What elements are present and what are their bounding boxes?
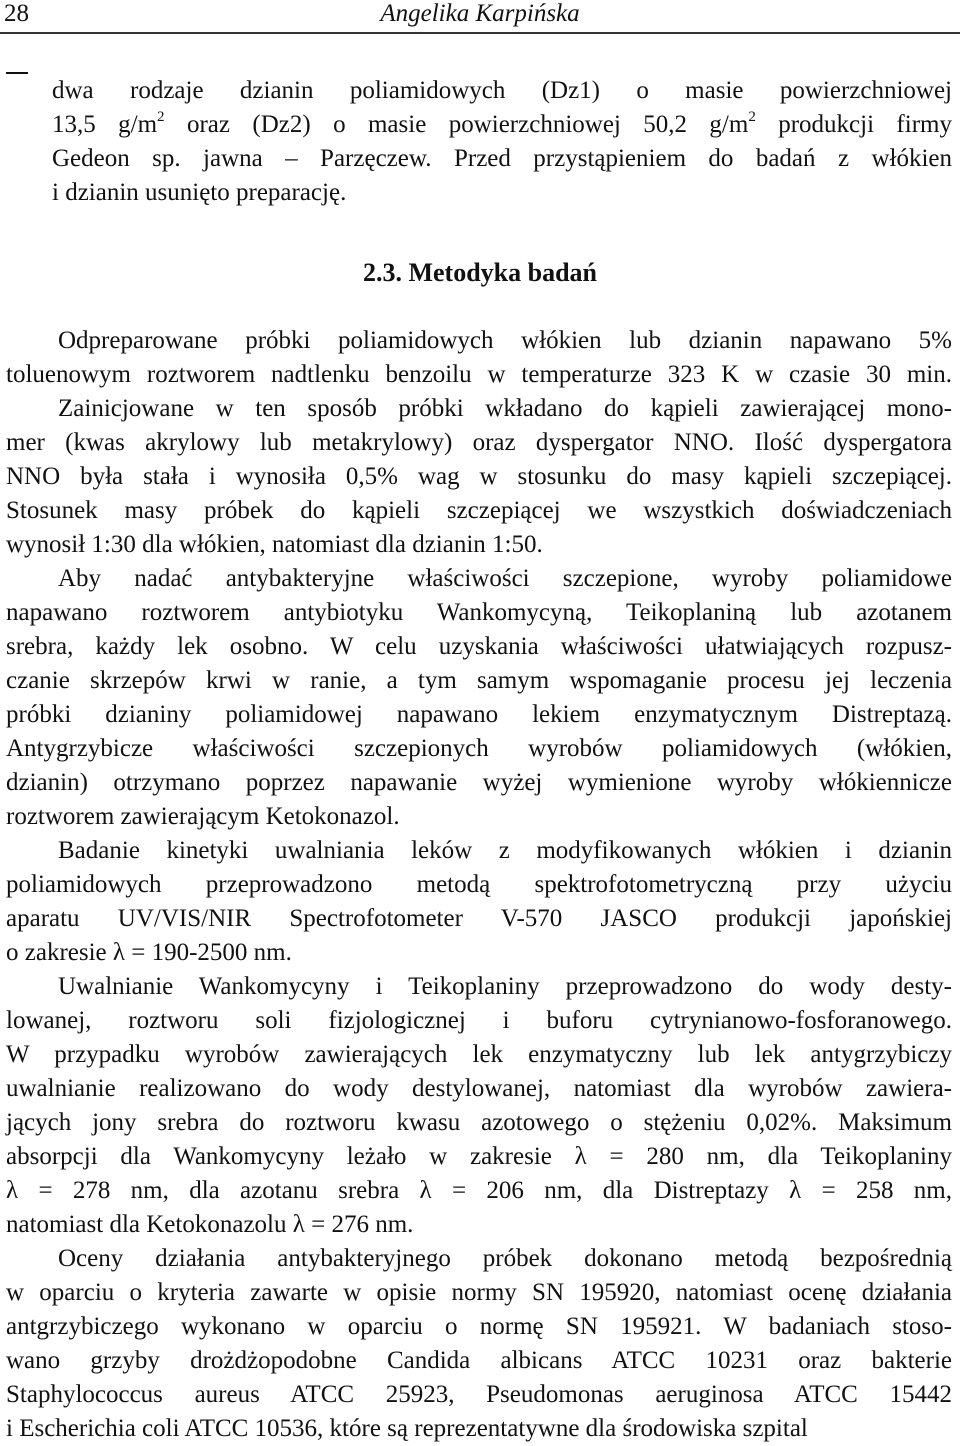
list-item-line: 13,5 $g/m^2$ oraz (Dz2) o masie powierzchniowej 50,2 $g/m^2$ produkcji firmy (52, 108, 952, 138)
body-line: poliamidowych przeprowadzono metodą spektrofotometryczną przy użyciu (6, 871, 952, 898)
body-line: Stosunek masy próbek do kąpieli szczepiącej we wszystkich doświadczeniach (6, 497, 952, 524)
body-line: antgrzybiczego wykonano w oparciu o normę SN 195921. W badaniach stoso- (6, 1313, 952, 1340)
body-line: o zakresie λ = 190-2500 nm. (6, 939, 292, 966)
list-item-line: Gedeon sp. jawna – Parzęczew. Przed przystąpieniem do badań z włókien (52, 145, 952, 172)
body-line: próbki dzianiny poliamidowej napawano lekiem enzymatycznym Distreptazą. (6, 701, 952, 728)
body-line: natomiast dla Ketokonazolu λ = 276 nm. (6, 1211, 414, 1238)
header-rule (0, 32, 960, 34)
body-line: srebra, każdy lek osobno. W celu uzyskania właściwości ułatwiających rozpusz- (6, 633, 952, 660)
list-item-line: dwa rodzaje dzianin poliamidowych (Dz1) o masie powierzchniowej (52, 77, 952, 104)
body-line: dzianin) otrzymano poprzez napawanie wyżej wymienione wyroby włókiennicze (6, 769, 952, 796)
body-line: W przypadku wyrobów zawierających lek enzymatyczny lub lek antygrzybiczy (6, 1041, 952, 1068)
section-heading: 2.3. Metodyka badań (362, 258, 598, 287)
body-line: Antygrzybicze właściwości szczepionych wyrobów poliamidowych (włókien, (6, 735, 952, 762)
body-line: Aby nadać antybakteryjne właściwości szczepione, wyroby poliamidowe (58, 565, 952, 592)
body-line: absorpcji dla Wankomycyny leżało w zakresie λ = 280 nm, dla Teikoplaniny (6, 1143, 952, 1170)
running-header-author: Angelika Karpińska (380, 0, 580, 27)
body-line: roztworem zawierającym Ketokonazol. (6, 803, 400, 830)
body-line: toluenowym roztworem nadtlenku benzoilu w temperaturze 323 K w czasie 30 min. (6, 361, 952, 388)
body-line: jących jony srebra do roztworu kwasu azotowego o stężeniu 0,02%. Maksimum (6, 1109, 952, 1136)
body-line: Oceny działania antybakteryjnego próbek dokonano metodą bezpośrednią (58, 1245, 952, 1272)
body-line: wynosił 1:30 dla włókien, natomiast dla dzianin 1:50. (6, 531, 543, 558)
body-line: napawano roztworem antybiotyku Wankomycyną, Teikoplaniną lub azotanem (6, 599, 952, 626)
body-line: aparatu UV/VIS/NIR Spectrofotometer V-570 JASCO produkcji japońskiej (6, 905, 952, 932)
body-line: i Escherichia coli ATCC 10536, które są reprezentatywne dla środowiska szpital (6, 1415, 808, 1442)
body-line: Zainicjowane w ten sposób próbki wkładano do kąpieli zawierającej mono- (58, 395, 952, 422)
body-line: w oparciu o kryteria zawarte w opisie normy SN 195920, natomiast ocenę działania (6, 1279, 952, 1306)
list-dash-icon (6, 72, 28, 74)
body-line: wano grzyby drożdżopodobne Candida albicans ATCC 10231 oraz bakterie (6, 1347, 952, 1374)
body-line: NNO była stała i wynosiła 0,5% wag w stosunku do masy kąpieli szczepiącej. (6, 463, 952, 490)
body-line: Odpreparowane próbki poliamidowych włókien lub dzianin napawano 5% (58, 327, 952, 354)
body-line: Uwalnianie Wankomycyny i Teikoplaniny przeprowadzono do wody desty- (58, 973, 952, 1000)
body-line: lowanej, roztworu soli fizjologicznej i buforu cytrynianowo-fosforanowego. (6, 1007, 952, 1034)
body-line: mer (kwas akrylowy lub metakrylowy) oraz dyspergator NNO. Ilość dyspergatora (6, 429, 952, 456)
body-line: λ = 278 nm, dla azotanu srebra λ = 206 nm, dla Distreptazy λ = 258 nm, (6, 1177, 952, 1204)
body-line: czanie skrzepów krwi w ranie, a tym samym wspomaganie procesu jej leczenia (6, 667, 952, 694)
body-line: Staphylococcus aureus ATCC 25923, Pseudomonas aeruginosa ATCC 15442 (6, 1381, 952, 1408)
body-line: uwalnianie realizowano do wody destylowanej, natomiast dla wyrobów zawiera- (6, 1075, 952, 1102)
page-number: 28 (4, 0, 29, 27)
list-item-line: i dzianin usunięto preparację. (52, 179, 347, 206)
body-line: Badanie kinetyki uwalniania leków z modyfikowanych włókien i dzianin (58, 837, 952, 864)
